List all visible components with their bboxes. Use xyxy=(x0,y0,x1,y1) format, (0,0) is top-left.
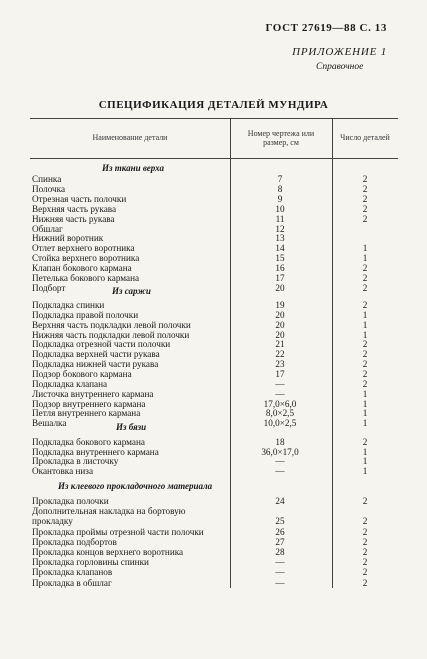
part-name: Подзор бокового кармана xyxy=(32,368,132,379)
table-row xyxy=(30,283,398,293)
drawing-number: — xyxy=(275,577,285,588)
part-count: 2 xyxy=(362,378,368,389)
part-name: Стойка верхнего воротника xyxy=(32,253,140,264)
part-count: 2 xyxy=(362,339,368,350)
table-row xyxy=(30,369,398,379)
part-name: Клапан бокового кармана xyxy=(32,263,132,274)
part-name: Листочка внутреннего кармана xyxy=(32,388,154,399)
part-count: 1 xyxy=(362,329,368,340)
section-heading: Из саржи xyxy=(112,286,151,296)
table-row xyxy=(30,310,398,320)
drawing-number: 9 xyxy=(277,193,283,204)
table-row xyxy=(30,243,398,253)
drawing-number: — xyxy=(275,465,285,476)
section-heading: Из клеевого прокладочного материала xyxy=(58,481,213,491)
drawing-number: 20 xyxy=(275,282,285,293)
table-row xyxy=(30,320,398,330)
column-header-count: Число деталей xyxy=(340,133,390,143)
drawing-number: 8 xyxy=(277,183,283,194)
part-name: прокладку xyxy=(32,516,73,527)
part-name: Нижняя часть подкладки левой полочки xyxy=(32,329,190,340)
part-name: Подкладка бокового кармана xyxy=(32,437,145,447)
part-count: 2 xyxy=(362,203,368,214)
part-count: 1 xyxy=(362,398,368,409)
standard-header: ГОСТ 27619—88 С. 13 xyxy=(265,22,387,34)
table-row xyxy=(30,184,398,194)
section-heading: Из ткани верха xyxy=(102,163,164,173)
part-count: 1 xyxy=(362,253,368,264)
drawing-number: 18 xyxy=(275,437,285,447)
part-count: 2 xyxy=(362,193,368,204)
part-count: 2 xyxy=(362,496,368,506)
table-row xyxy=(30,273,398,283)
drawing-number: 20 xyxy=(275,329,285,340)
drawing-number: 7 xyxy=(277,174,283,184)
table-row xyxy=(30,578,398,588)
table-row xyxy=(30,224,398,234)
drawing-number: 14 xyxy=(275,243,285,254)
part-count: 2 xyxy=(362,526,368,537)
table-row xyxy=(30,567,398,577)
table-row xyxy=(30,408,398,418)
part-count: 2 xyxy=(362,273,368,283)
table-row xyxy=(30,330,398,340)
part-name: Прокладка концов верхнего воротника xyxy=(32,547,184,557)
part-name: Подкладка верхней части рукава xyxy=(32,349,160,360)
part-name: Дополнительная накладка на бортовую xyxy=(32,506,186,517)
drawing-number: 22 xyxy=(275,349,285,360)
table-row xyxy=(30,447,398,457)
drawing-number: — xyxy=(275,567,285,578)
appendix-title: ПРИЛОЖЕНИЕ 1 xyxy=(292,46,387,58)
part-name: Подкладка клапана xyxy=(32,378,108,389)
part-count: 1 xyxy=(362,408,368,419)
part-name: Полочка xyxy=(32,183,66,194)
column-header-drawing: Номер чертежа или размер, см xyxy=(247,128,315,147)
part-name: Отлет верхнего воротника xyxy=(32,243,135,254)
part-name: Прокладка горловины спинки xyxy=(32,557,149,568)
drawing-number: 10 xyxy=(275,203,285,214)
part-count: 1 xyxy=(362,456,368,467)
table-row xyxy=(30,456,398,466)
table-row xyxy=(30,194,398,204)
specification-title: СПЕЦИФИКАЦИЯ ДЕТАЛЕЙ МУНДИРА xyxy=(98,99,329,111)
part-count: 2 xyxy=(362,536,368,547)
drawing-number: 24 xyxy=(275,496,285,506)
drawing-number: 17,0×6,0 xyxy=(263,398,297,409)
part-count: 2 xyxy=(362,263,368,274)
drawing-number: 20 xyxy=(275,319,285,330)
part-name: Прокладка в листочку xyxy=(32,456,119,467)
part-name: Подкладка правой полочки xyxy=(32,309,139,320)
drawing-number: 10,0×2,5 xyxy=(263,418,297,429)
part-count: 2 xyxy=(362,547,368,557)
part-count: 2 xyxy=(362,213,368,224)
drawing-number: 25 xyxy=(275,516,285,527)
part-count: 2 xyxy=(362,368,368,379)
table-row xyxy=(30,418,398,428)
table-row xyxy=(30,339,398,349)
part-name: Подкладка спинки xyxy=(32,300,105,310)
drawing-number: 27 xyxy=(275,536,285,547)
part-count: 2 xyxy=(362,567,368,578)
drawing-number: 23 xyxy=(275,359,285,370)
part-name: Обшлаг xyxy=(32,223,63,234)
part-name: Подкладка внутреннего кармана xyxy=(32,446,159,457)
part-count: 2 xyxy=(362,557,368,568)
part-name: Спинка xyxy=(32,174,62,184)
table-row xyxy=(30,516,398,526)
drawing-number: — xyxy=(275,456,285,467)
table-row xyxy=(30,537,398,547)
table-row xyxy=(30,437,398,447)
part-count: 1 xyxy=(362,418,368,429)
part-name: Нижний воротник xyxy=(32,233,104,244)
drawing-number: 21 xyxy=(275,339,285,350)
table-row xyxy=(30,379,398,389)
part-name: Окантовка низа xyxy=(32,465,94,476)
part-name: Подзор внутреннего кармана xyxy=(32,398,146,409)
table-row xyxy=(30,527,398,537)
drawing-number: 16 xyxy=(275,263,285,274)
part-count: 1 xyxy=(362,446,368,457)
table-row xyxy=(30,359,398,369)
part-name: Петелька бокового кармана xyxy=(32,273,140,283)
part-count: 2 xyxy=(362,349,368,360)
table-row xyxy=(30,547,398,557)
part-count: 1 xyxy=(362,319,368,330)
table-row xyxy=(30,496,398,506)
part-count: 2 xyxy=(362,183,368,194)
drawing-number: 11 xyxy=(275,213,285,224)
section-heading: Из бязи xyxy=(116,422,147,432)
table-row xyxy=(30,506,398,516)
part-count: 2 xyxy=(362,577,368,588)
part-name: Нижняя часть рукава xyxy=(32,213,115,224)
table-row xyxy=(30,263,398,273)
specification-table xyxy=(30,118,398,588)
drawing-number: 26 xyxy=(275,526,285,537)
part-count: 2 xyxy=(362,437,368,447)
drawing-number: 19 xyxy=(275,300,285,310)
part-name: Верхняя часть рукава xyxy=(32,203,117,214)
part-name: Прокладка клапанов xyxy=(32,567,113,578)
part-name: Вешалка xyxy=(32,418,67,429)
part-count: 2 xyxy=(362,282,368,293)
drawing-number: 13 xyxy=(275,233,285,244)
part-count: 2 xyxy=(362,300,368,310)
part-name: Подкладка нижней части рукава xyxy=(32,359,159,370)
drawing-number: 8,0×2,5 xyxy=(265,408,295,419)
column-header-name: Наименование детали xyxy=(92,133,168,143)
part-name: Подкладка отрезной части полочки xyxy=(32,339,171,350)
table-row xyxy=(30,349,398,359)
table-row xyxy=(30,300,398,310)
table-row xyxy=(30,204,398,214)
part-count: 1 xyxy=(362,309,368,320)
drawing-number: 36,0×17,0 xyxy=(261,446,299,457)
drawing-number: 12 xyxy=(275,223,285,234)
part-count: 2 xyxy=(362,516,368,527)
part-name: Петля внутреннего кармана xyxy=(32,408,141,419)
drawing-number: 17 xyxy=(275,368,285,379)
table-row xyxy=(30,557,398,567)
table-row xyxy=(30,233,398,243)
table-row xyxy=(30,389,398,399)
part-name: Отрезная часть полочки xyxy=(32,193,127,204)
drawing-number: 20 xyxy=(275,309,285,320)
table-header-border xyxy=(30,158,398,159)
drawing-number: 28 xyxy=(275,547,285,557)
part-count: 1 xyxy=(362,243,368,254)
part-name: Прокладка проймы отрезной части полочки xyxy=(32,526,204,537)
table-row xyxy=(30,214,398,224)
part-count: 2 xyxy=(362,174,368,184)
table-top-border xyxy=(30,118,398,119)
table-row xyxy=(30,466,398,476)
part-name: Прокладка полочки xyxy=(32,496,109,506)
part-name: Подборт xyxy=(32,282,66,293)
drawing-number: 17 xyxy=(275,273,285,283)
part-count: 2 xyxy=(362,359,368,370)
part-count: 1 xyxy=(362,388,368,399)
part-count: 1 xyxy=(362,465,368,476)
appendix-reference: Справочное xyxy=(316,62,364,72)
part-name: Прокладка в обшлаг xyxy=(32,577,112,588)
drawing-number: 15 xyxy=(275,253,285,264)
drawing-number: — xyxy=(275,557,285,568)
table-row xyxy=(30,174,398,184)
table-row xyxy=(30,399,398,409)
table-row xyxy=(30,253,398,263)
part-name: Прокладка подбортов xyxy=(32,536,117,547)
drawing-number: — xyxy=(275,388,285,399)
part-name: Верхняя часть подкладки левой полочки xyxy=(32,319,191,330)
drawing-number: — xyxy=(275,378,285,389)
